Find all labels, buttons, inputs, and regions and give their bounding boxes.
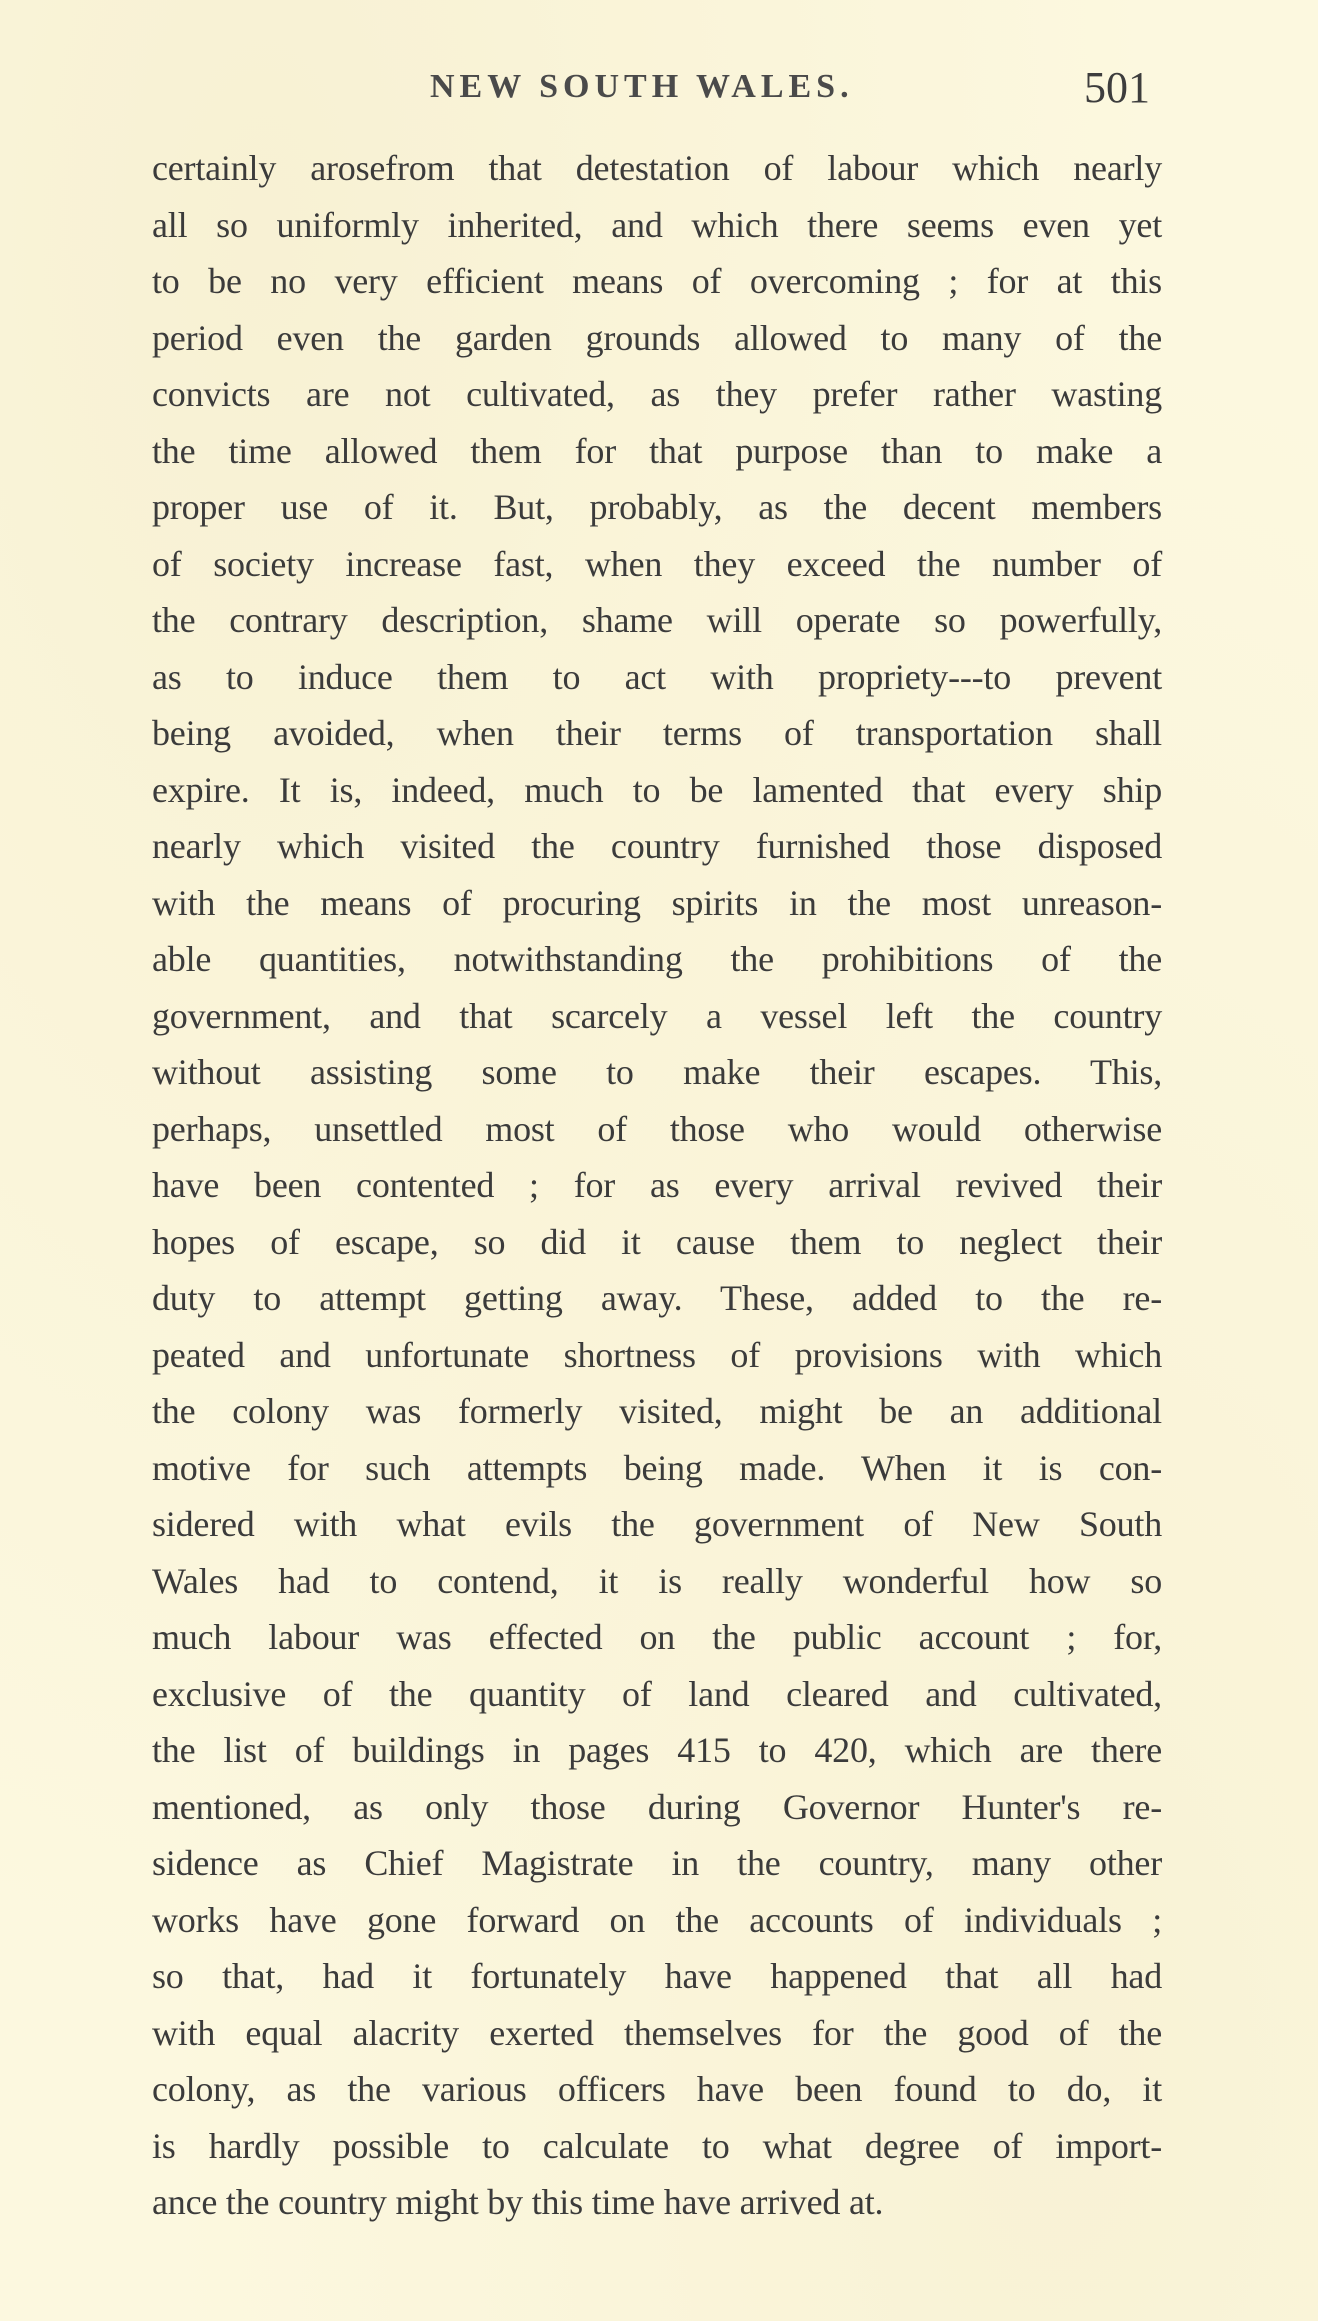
text-line: period even the garden grounds allowed to many of the [152,317,1162,358]
text-line: have been contented ; for as every arrival revived their [152,1165,1162,1205]
text-line: nearly which visited the country furnished those disposed [152,826,1162,866]
text-line: sidence as Chief Magistrate in the country, many other [152,1843,1162,1883]
text-line: exclusive of the quantity of land cleared and cultivated, [152,1673,1162,1714]
text-line: ance the country might by this time have arrived at. [152,2182,884,2222]
text-line: Wales had to contend, it is really wonderful how so [152,1560,1162,1601]
text-line: mentioned, as only those during Governor Hunter's re- [152,1786,1162,1827]
text-line: so that, had it fortunately have happened that all had [152,1956,1162,1996]
text-line: as to induce them to act with propriety---to prevent [152,656,1162,697]
text-line: motive for such attempts being made. When it is con- [152,1447,1162,1488]
text-line: peated and unfortunate shortness of provisions with which [152,1334,1162,1375]
text-line: certainly arosefrom that detestation of labour which nearly [152,148,1162,188]
text-line: all so uniformly inherited, and which there seems even yet [152,204,1162,245]
text-line: without assisting some to make their escapes. This, [152,1052,1162,1092]
text-line: colony, as the various officers have been found to do, it [152,2069,1162,2109]
text-line: hopes of escape, so did it cause them to neglect their [152,1221,1162,1262]
text-line: works have gone forward on the accounts of individuals ; [152,1899,1162,1940]
text-line: convicts are not cultivated, as they prefer rather wasting [152,374,1162,414]
text-line: of society increase fast, when they exceed the number of [152,543,1162,584]
text-line: proper use of it. But, probably, as the decent members [152,487,1162,527]
text-line: government, and that scarcely a vessel left the country [152,995,1162,1036]
text-line: expire. It is, indeed, much to be lamented that every ship [152,769,1162,810]
text-line: the contrary description, shame will operate so powerfully, [152,600,1162,640]
text-line: with equal alacrity exerted themselves for the good of the [152,2012,1162,2053]
text-line: perhaps, unsettled most of those who would otherwise [152,1108,1162,1149]
text-line: to be no very efficient means of overcoming ; for at this [152,261,1162,301]
running-head [150,62,1150,122]
text-line: able quantities, notwithstanding the prohibitions of the [152,939,1162,979]
text-line: sidered with what evils the government of New South [152,1504,1162,1544]
text-line: with the means of procuring spirits in the most unreason- [152,882,1162,923]
text-line: much labour was effected on the public account ; for, [152,1617,1162,1657]
page-number: 501 [1084,63,1150,112]
text-line: duty to attempt getting away. These, added to the re- [152,1278,1162,1318]
text-line: the list of buildings in pages 415 to 420, which are there [152,1730,1162,1770]
text-line: being avoided, when their terms of transportation shall [152,713,1162,753]
running-title: NEW SOUTH WALES. [430,68,854,105]
text-line: the time allowed them for that purpose than to make a [152,430,1162,471]
text-line: the colony was formerly visited, might be an additional [152,1391,1162,1431]
body-text [152,140,1162,2231]
text-line: is hardly possible to calculate to what degree of import- [152,2125,1162,2166]
